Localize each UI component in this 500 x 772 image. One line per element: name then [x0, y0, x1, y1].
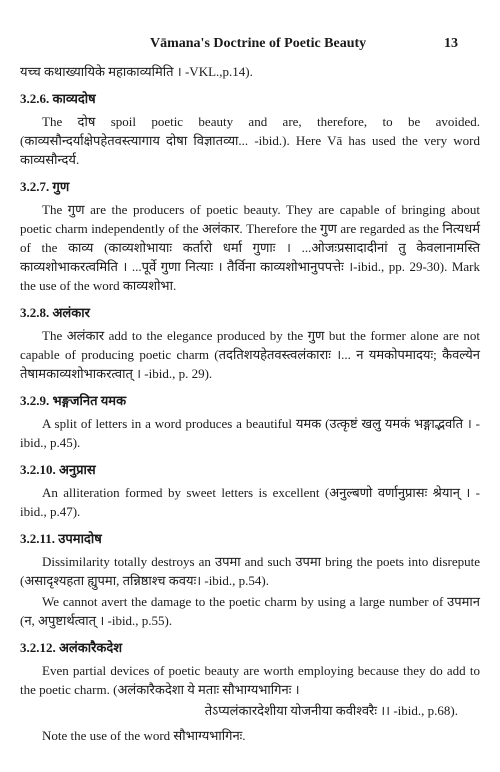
verse-line: तेऽप्यलंकारदेशीया योजनीया कवीश्वरैः ।। -ibid., p.68).: [204, 703, 458, 718]
section-heading: 3.2.10. अनुप्रास: [20, 462, 96, 477]
paragraph: We cannot avert the damage to the poetic charm by using a large number of उपमान (न, अपुष्टार्थत्वात् । -ibid., p.55).: [20, 594, 480, 628]
paragraph: Dissimilarity totally destroys an उपमा and such उपमा bring the poets into disrepute (असादृश्यहता ह्युपमा, तन्निष्ठाश्च कवयः। -ibid., p.54).: [20, 554, 480, 588]
paragraph: An alliteration formed by sweet letters is excellent (अनुल्बणो वर्णानुप्रासः श्रेयान् । -ibid., p.47).: [20, 485, 480, 519]
running-header: [0, 36, 500, 58]
page-number: 13: [444, 36, 458, 51]
paragraph: Note the use of the word सौभाग्यभागिनः.: [42, 728, 246, 743]
paragraph: The दोष spoil poetic beauty and are, therefore, to be avoided. (काव्यसौन्दर्याक्षेपहेतवस्त्यागाय दोषा विज्ञातव्या... -ibid.). Here Vā has used the very word काव्यसौन्दर्य.: [20, 114, 480, 167]
paragraph: यच्च कथाख्यायिके महाकाव्यमिति । -VKL.,p.14).: [20, 64, 253, 79]
section-heading: 3.2.8. अलंकार: [20, 305, 90, 320]
section-heading: 3.2.12. अलंकारैकदेश: [20, 640, 123, 655]
paragraph: Even partial devices of poetic beauty are worth employing because they do add to the poetic charm. (अलंकारैकदेशा ये मताः सौभाग्यभागिनः ।: [20, 663, 480, 697]
paragraph: The अलंकार add to the elegance produced by the गुण but the former alone are not capable of producing poetic charm (तदतिशयहेतवस्त्वलंकाराः ।... न यमकोपमादयः; कैवल्येन तेषामकाव्यशोभाकरत्वात् । -ibid., p. 29).: [20, 328, 480, 381]
running-title: Vāmana's Doctrine of Poetic Beauty: [150, 36, 367, 51]
paragraph: The गुण are the producers of poetic beauty. They are capable of bringing about poetic charm independently of the अलंकार. Therefore the गुण are regarded as the नित्यधर्म of the काव्य (काव्यशोभायाः कर्तारो धर्मा गुणाः । ...ओजःप्रसादादीनां तु केवलानामस्ति काव्यशोभाकरत्वमिति । ...पूर्वे गुणा नित्याः । तैर्विना काव्यशोभानुपपत्तेः ।-ibid., pp. 29-30). Mark the use of the word काव्यशोभा.: [20, 202, 480, 293]
paragraph: A split of letters in a word produces a beautiful यमक (उत्कृष्टं खलु यमकं भङ्गाद्भवति । -ibid., p.45).: [20, 416, 480, 450]
page-body: [20, 62, 480, 747]
section-heading: 3.2.6. काव्यदोष: [20, 91, 96, 106]
section-heading: 3.2.9. भङ्गजनित यमक: [20, 393, 127, 408]
section-heading: 3.2.7. गुण: [20, 179, 70, 194]
section-heading: 3.2.11. उपमादोष: [20, 531, 102, 546]
